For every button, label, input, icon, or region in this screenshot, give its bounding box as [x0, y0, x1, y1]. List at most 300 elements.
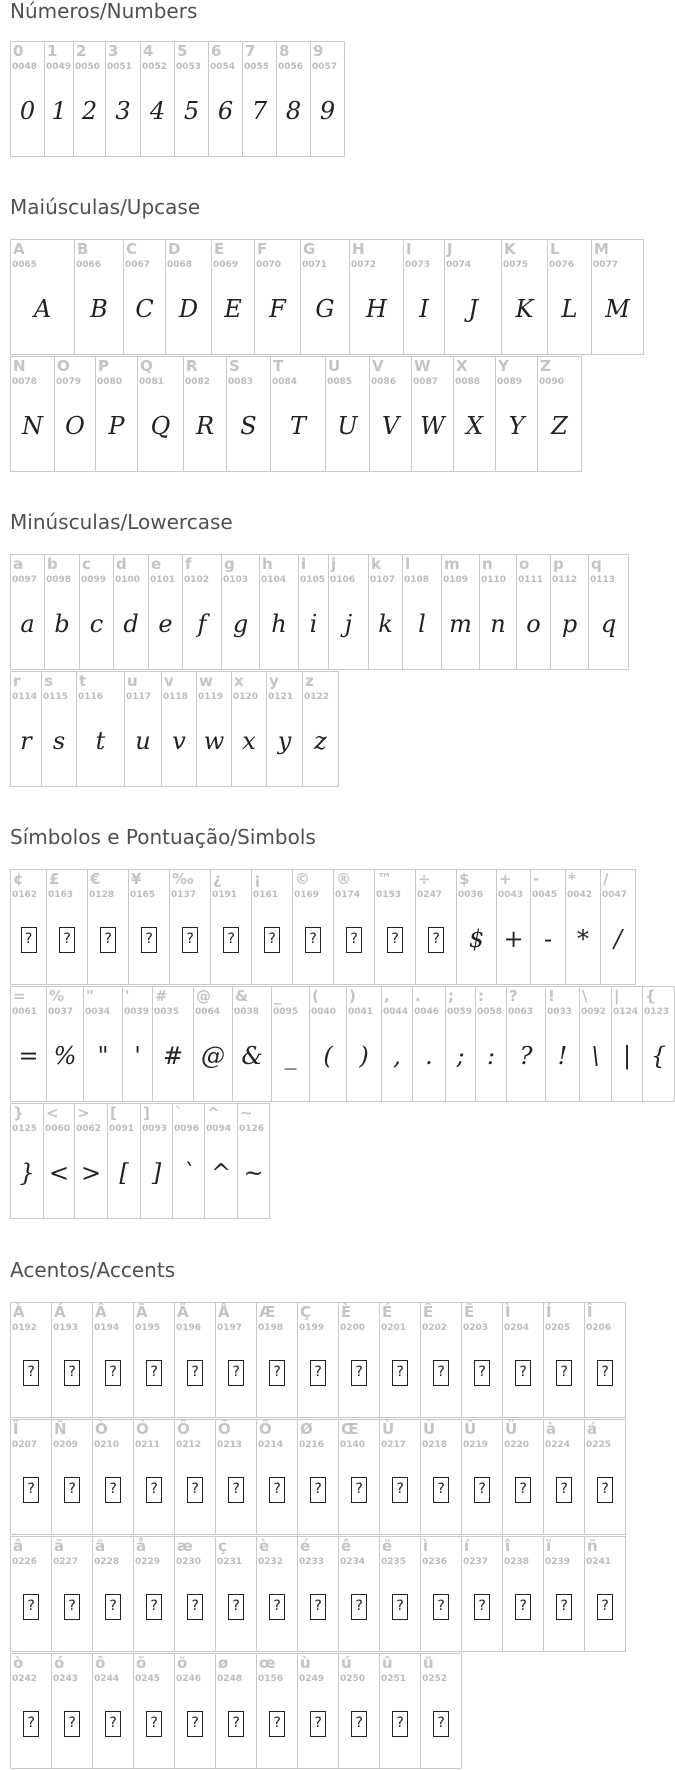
glyph-preview: H — [366, 295, 387, 323]
character-code: 0205 — [545, 1323, 571, 1333]
missing-glyph-box-icon — [64, 1360, 80, 1386]
character-label: Ë — [464, 1303, 475, 1321]
glyph-cell — [174, 41, 209, 157]
missing-glyph-box-icon — [64, 1594, 80, 1620]
missing-glyph-box-icon — [556, 1594, 572, 1620]
glyph-preview: Z — [551, 412, 568, 440]
character-code: 0243 — [53, 1674, 79, 1684]
glyph-cell — [152, 986, 194, 1102]
glyph-cell — [543, 1536, 585, 1652]
character-code: 0068 — [167, 260, 193, 270]
character-label: , — [384, 987, 390, 1005]
character-code: 0206 — [586, 1323, 612, 1333]
character-label: K — [504, 240, 516, 258]
character-code: 0200 — [340, 1323, 366, 1333]
character-label: 2 — [76, 42, 87, 60]
character-code: 0039 — [124, 1007, 150, 1017]
glyph-cell — [215, 1653, 257, 1769]
character-code: 0249 — [299, 1674, 325, 1684]
character-label: 6 — [211, 42, 222, 60]
character-code: 0053 — [176, 62, 202, 72]
glyph-preview: F — [269, 295, 286, 323]
character-code: 0106 — [330, 575, 356, 585]
missing-glyph-icon — [503, 1472, 543, 1506]
character-code: 0247 — [417, 890, 443, 900]
character-label: b — [47, 555, 58, 573]
glyph-cell — [133, 1653, 175, 1769]
missing-glyph-box-icon — [433, 1594, 449, 1620]
glyph-preview: ` — [182, 1159, 195, 1187]
character-label: ÷ — [418, 870, 431, 888]
glyph-preview: T — [289, 412, 306, 440]
missing-glyph-box-icon — [392, 1711, 408, 1737]
glyph-cell — [10, 41, 45, 157]
character-label: < — [46, 1104, 59, 1122]
missing-glyph-box-icon — [269, 1360, 285, 1386]
missing-glyph-icon — [216, 1706, 256, 1740]
character-label: Ô — [177, 1420, 190, 1438]
missing-glyph-icon — [129, 922, 169, 956]
character-code: 0251 — [381, 1674, 407, 1684]
character-label: í — [464, 1537, 470, 1555]
missing-glyph-box-icon — [556, 1477, 572, 1503]
character-code: 0201 — [381, 1323, 407, 1333]
character-label: ñ — [587, 1537, 598, 1555]
character-code: 0073 — [405, 260, 431, 270]
glyph-cell — [453, 356, 496, 472]
character-label: } — [13, 1104, 24, 1122]
character-label: É — [382, 1303, 393, 1321]
character-code: 0227 — [53, 1557, 79, 1567]
glyph-cell — [338, 1302, 380, 1418]
character-label: c — [82, 555, 91, 573]
character-label: ¡ — [254, 870, 261, 888]
character-label: ® — [336, 870, 351, 888]
glyph-preview: X — [465, 412, 484, 440]
missing-glyph-box-icon — [310, 1594, 326, 1620]
missing-glyph-icon — [134, 1706, 174, 1740]
character-code: 0140 — [340, 1440, 366, 1450]
glyph-preview: V — [381, 412, 400, 440]
character-code: 0084 — [272, 377, 298, 387]
glyph-cell — [182, 554, 222, 670]
missing-glyph-box-icon — [146, 1711, 162, 1737]
glyph-cell — [411, 356, 454, 472]
glyph-cell — [591, 239, 644, 355]
glyph-preview: a — [20, 610, 35, 638]
glyph-cell — [10, 869, 47, 985]
glyph-cell — [502, 1302, 544, 1418]
missing-glyph-icon — [11, 1589, 51, 1623]
glyph-preview: $ — [468, 925, 485, 953]
glyph-cell — [461, 1536, 503, 1652]
glyph-cell — [226, 356, 271, 472]
character-code: 0091 — [109, 1124, 135, 1134]
glyph-cell — [495, 356, 538, 472]
glyph-preview: 9 — [319, 97, 336, 125]
glyph-preview: 8 — [285, 97, 302, 125]
character-label: P — [98, 357, 109, 375]
character-code: 0098 — [46, 575, 72, 585]
character-label: f — [185, 555, 192, 573]
character-code: 0047 — [602, 890, 628, 900]
glyph-preview: U — [337, 412, 358, 440]
glyph-cell — [95, 356, 138, 472]
glyph-preview: 7 — [251, 97, 268, 125]
glyph-cell — [221, 554, 260, 670]
missing-glyph-box-icon — [433, 1711, 449, 1737]
character-label: z — [305, 672, 314, 690]
missing-glyph-box-icon — [23, 1477, 39, 1503]
character-label: Œ — [341, 1420, 359, 1438]
character-label: Ò — [95, 1420, 108, 1438]
character-code: 0224 — [545, 1440, 571, 1450]
missing-glyph-box-icon — [305, 927, 321, 953]
character-code: 0165 — [130, 890, 156, 900]
glyph-cell — [310, 41, 345, 157]
glyph-preview: f — [197, 610, 207, 638]
character-label: k — [371, 555, 381, 573]
character-label: ( — [312, 987, 319, 1005]
glyph-cell — [338, 1419, 380, 1535]
character-code: 0048 — [12, 62, 38, 72]
character-label: ú — [341, 1654, 352, 1672]
character-code: 0061 — [12, 1007, 38, 1017]
missing-glyph-icon — [93, 1706, 133, 1740]
character-code: 0112 — [552, 575, 578, 585]
character-label: o — [519, 555, 530, 573]
glyph-cell — [122, 986, 153, 1102]
character-code: 0081 — [139, 377, 165, 387]
missing-glyph-box-icon — [105, 1711, 121, 1737]
character-label: Ç — [300, 1303, 312, 1321]
glyph-cell — [208, 41, 243, 157]
missing-glyph-box-icon — [187, 1360, 203, 1386]
glyph-preview: / — [613, 925, 623, 953]
character-code: 0195 — [135, 1323, 161, 1333]
missing-glyph-icon — [52, 1472, 92, 1506]
missing-glyph-box-icon — [474, 1477, 490, 1503]
character-code: 0072 — [351, 260, 377, 270]
glyph-cell — [297, 1536, 339, 1652]
character-label: " — [86, 987, 94, 1005]
glyph-cell — [479, 554, 517, 670]
glyph-cell — [210, 869, 252, 985]
glyph-cell — [349, 239, 404, 355]
glyph-preview: @ — [201, 1042, 225, 1070]
missing-glyph-icon — [257, 1355, 297, 1389]
missing-glyph-box-icon — [187, 1594, 203, 1620]
missing-glyph-icon — [175, 1706, 215, 1740]
glyph-cell — [588, 554, 629, 670]
glyph-cell — [44, 554, 80, 670]
missing-glyph-icon — [462, 1589, 502, 1623]
missing-glyph-icon — [93, 1355, 133, 1389]
character-label: £ — [49, 870, 60, 888]
character-code: 0108 — [404, 575, 430, 585]
section-title: Minúsculas/Lowercase — [10, 510, 233, 534]
character-code: 0096 — [174, 1124, 200, 1134]
glyph-cell — [584, 1419, 626, 1535]
character-code: 0216 — [299, 1440, 325, 1450]
character-label: @ — [196, 987, 211, 1005]
glyph-preview: ) — [359, 1042, 369, 1070]
glyph-preview: m — [449, 610, 472, 638]
glyph-cell — [547, 239, 592, 355]
character-label: . — [415, 987, 421, 1005]
glyph-cell — [441, 554, 480, 670]
character-code: 0245 — [135, 1674, 161, 1684]
character-label: M — [594, 240, 609, 258]
character-label: L — [550, 240, 560, 258]
section-title: Símbolos e Pontuação/Simbols — [10, 825, 316, 849]
glyph-cell — [237, 1103, 270, 1219]
glyph-cell — [530, 869, 566, 985]
missing-glyph-icon — [421, 1355, 461, 1389]
character-code: 0099 — [81, 575, 107, 585]
character-label: û — [382, 1654, 393, 1672]
missing-glyph-icon — [11, 922, 46, 956]
glyph-cell — [74, 1103, 108, 1219]
character-code: 0109 — [443, 575, 469, 585]
character-label: J — [447, 240, 453, 258]
glyph-preview: J — [468, 295, 478, 323]
glyph-cell — [169, 869, 211, 985]
missing-glyph-icon — [585, 1355, 625, 1389]
glyph-cell — [215, 1419, 257, 1535]
missing-glyph-icon — [11, 1706, 51, 1740]
glyph-cell — [403, 239, 445, 355]
character-code: 0062 — [76, 1124, 102, 1134]
missing-glyph-icon — [252, 922, 292, 956]
glyph-cell — [10, 239, 75, 355]
character-label: p — [553, 555, 564, 573]
character-code: 0118 — [163, 692, 189, 702]
glyph-preview: _ — [284, 1042, 297, 1070]
glyph-preview: L — [561, 295, 578, 323]
character-label: è — [259, 1537, 270, 1555]
character-code: 0056 — [278, 62, 304, 72]
character-label: v — [164, 672, 174, 690]
character-code: 0220 — [504, 1440, 530, 1450]
glyph-cell — [133, 1536, 175, 1652]
character-code: 0089 — [497, 377, 523, 387]
glyph-cell — [174, 1302, 216, 1418]
glyph-cell — [445, 986, 476, 1102]
missing-glyph-box-icon — [187, 1477, 203, 1503]
missing-glyph-box-icon — [428, 927, 444, 953]
glyph-preview: , — [393, 1042, 401, 1070]
missing-glyph-icon — [216, 1589, 256, 1623]
character-code: 0217 — [381, 1440, 407, 1450]
glyph-cell — [74, 239, 124, 355]
glyph-preview: C — [135, 295, 154, 323]
character-label: Ú — [423, 1420, 436, 1438]
missing-glyph-box-icon — [187, 1711, 203, 1737]
character-code: 0246 — [176, 1674, 202, 1684]
glyph-preview: n — [490, 610, 506, 638]
character-label: ? — [509, 987, 518, 1005]
missing-glyph-icon — [175, 1472, 215, 1506]
missing-glyph-icon — [52, 1589, 92, 1623]
character-label: X — [456, 357, 468, 375]
glyph-row — [10, 356, 581, 473]
character-label: â — [13, 1537, 24, 1555]
character-code: 0059 — [447, 1007, 473, 1017]
missing-glyph-box-icon — [351, 1360, 367, 1386]
missing-glyph-box-icon — [100, 927, 116, 953]
character-label: Õ — [218, 1420, 231, 1438]
glyph-cell — [256, 1536, 298, 1652]
character-label: { — [645, 987, 656, 1005]
character-label: m — [444, 555, 460, 573]
character-label: h — [262, 555, 273, 573]
glyph-cell — [83, 986, 123, 1102]
glyph-cell — [368, 554, 403, 670]
glyph-preview: k — [378, 610, 393, 638]
glyph-row — [10, 986, 674, 1103]
missing-glyph-icon — [421, 1472, 461, 1506]
glyph-preview: ^ — [210, 1159, 232, 1187]
glyph-cell — [543, 1419, 585, 1535]
glyph-cell — [420, 1419, 462, 1535]
glyph-preview: 3 — [115, 97, 131, 125]
glyph-cell — [140, 1103, 173, 1219]
character-code: 0117 — [126, 692, 152, 702]
glyph-preview: w — [203, 727, 225, 755]
character-code: 0242 — [12, 1674, 38, 1684]
glyph-cell — [54, 356, 96, 472]
glyph-cell — [231, 671, 267, 787]
character-code: 0107 — [370, 575, 396, 585]
glyph-row — [10, 1536, 625, 1653]
character-code: 0194 — [94, 1323, 120, 1333]
glyph-cell — [374, 869, 416, 985]
character-label: 9 — [313, 42, 324, 60]
character-code: 0161 — [253, 890, 279, 900]
character-code: 0086 — [371, 377, 397, 387]
missing-glyph-icon — [334, 922, 374, 956]
character-label: j — [331, 555, 337, 573]
character-code: 0078 — [12, 377, 38, 387]
glyph-cell — [565, 869, 601, 985]
glyph-preview: x — [242, 727, 256, 755]
glyph-cell — [297, 1302, 339, 1418]
glyph-cell — [92, 1302, 134, 1418]
glyph-preview: o — [526, 610, 541, 638]
missing-glyph-box-icon — [223, 927, 239, 953]
character-code: 0229 — [135, 1557, 161, 1567]
glyph-preview: z — [314, 727, 327, 755]
glyph-cell — [475, 986, 507, 1102]
section-title: Números/Numbers — [10, 0, 198, 23]
glyph-preview: d — [123, 610, 139, 638]
character-label: Ö — [259, 1420, 272, 1438]
missing-glyph-icon — [216, 1355, 256, 1389]
character-label: B — [77, 240, 89, 258]
character-label: 0 — [13, 42, 24, 60]
character-label: R — [186, 357, 198, 375]
glyph-cell — [10, 986, 47, 1102]
character-code: 0156 — [258, 1674, 284, 1684]
glyph-preview: S — [240, 412, 257, 440]
missing-glyph-icon — [52, 1706, 92, 1740]
character-code: 0228 — [94, 1557, 120, 1567]
character-code: 0077 — [593, 260, 619, 270]
missing-glyph-icon — [339, 1706, 379, 1740]
glyph-preview: h — [271, 610, 287, 638]
missing-glyph-icon — [293, 922, 333, 956]
glyph-preview: O — [65, 412, 85, 440]
character-label: ‰ — [172, 870, 194, 888]
glyph-cell — [309, 986, 347, 1102]
glyph-row — [10, 1653, 461, 1770]
glyph-cell — [51, 1419, 93, 1535]
character-code: 0065 — [12, 260, 38, 270]
character-label: 7 — [245, 42, 256, 60]
glyph-cell — [107, 1103, 141, 1219]
glyph-preview: p — [561, 610, 578, 638]
character-label: E — [214, 240, 225, 258]
glyph-preview: P — [108, 412, 125, 440]
character-label: Y — [498, 357, 509, 375]
character-code: 0122 — [304, 692, 330, 702]
character-label: # — [155, 987, 168, 1005]
missing-glyph-icon — [339, 1589, 379, 1623]
glyph-cell — [193, 986, 233, 1102]
character-code: 0218 — [422, 1440, 448, 1450]
glyph-preview: ' — [134, 1042, 141, 1070]
section-title: Maiúsculas/Upcase — [10, 195, 201, 219]
glyph-preview: i — [309, 610, 318, 638]
glyph-preview: g — [232, 610, 249, 638]
character-code: 0207 — [12, 1440, 38, 1450]
character-code: 0237 — [463, 1557, 489, 1567]
glyph-preview: v — [172, 727, 186, 755]
character-label: Î — [587, 1303, 593, 1321]
character-code: 0054 — [210, 62, 236, 72]
character-code: 0110 — [481, 575, 507, 585]
missing-glyph-icon — [380, 1706, 420, 1740]
character-code: 0111 — [518, 575, 544, 585]
missing-glyph-icon — [257, 1706, 297, 1740]
missing-glyph-box-icon — [515, 1360, 531, 1386]
glyph-preview: | — [622, 1042, 632, 1070]
character-code: 0115 — [43, 692, 69, 702]
character-code: 0219 — [463, 1440, 489, 1450]
glyph-cell — [550, 554, 589, 670]
missing-glyph-box-icon — [597, 1360, 613, 1386]
character-label: 8 — [279, 42, 290, 60]
character-code: 0196 — [176, 1323, 202, 1333]
character-label: * — [568, 870, 576, 888]
character-code: 0076 — [549, 260, 575, 270]
glyph-cell — [232, 986, 272, 1102]
character-label: ë — [382, 1537, 393, 1555]
missing-glyph-box-icon — [105, 1360, 121, 1386]
missing-glyph-icon — [421, 1706, 461, 1740]
glyph-cell — [92, 1419, 134, 1535]
glyph-preview: : — [486, 1042, 496, 1070]
glyph-preview: e — [158, 610, 173, 638]
missing-glyph-icon — [93, 1472, 133, 1506]
missing-glyph-box-icon — [64, 1477, 80, 1503]
character-code: 0121 — [268, 692, 294, 702]
glyph-preview: ~ — [243, 1159, 264, 1187]
character-label: á — [587, 1420, 598, 1438]
character-code: 0212 — [176, 1440, 202, 1450]
character-label: l — [405, 555, 411, 573]
